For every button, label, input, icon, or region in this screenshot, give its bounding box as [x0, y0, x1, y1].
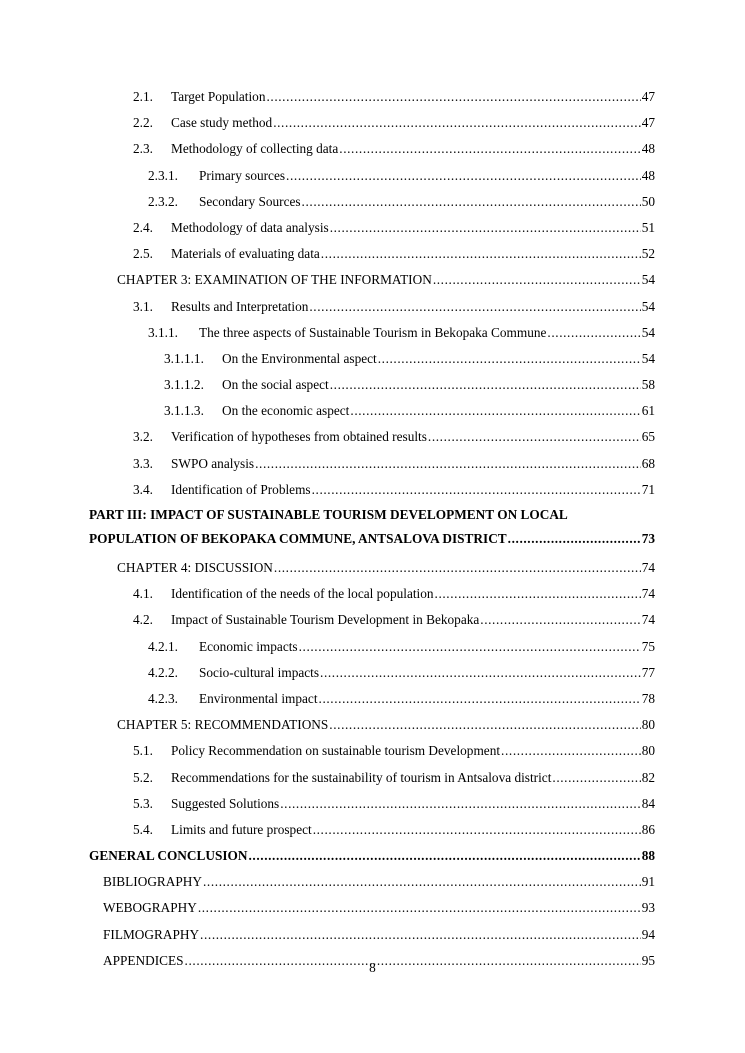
toc-entry-number: 4.2. [133, 612, 153, 628]
toc-entry-title: Target Population [171, 89, 266, 104]
toc-dot-leader [309, 294, 640, 320]
toc-entry-page: 73 [641, 531, 655, 546]
toc-entry-number: 3.1.1. [148, 324, 178, 340]
toc-dot-leader [198, 895, 641, 921]
toc-entry-number: 5.2. [133, 769, 153, 785]
toc-entry-title: CHAPTER 4: DISCUSSION [117, 560, 273, 575]
toc-entry-title: FILMOGRAPHY [103, 926, 200, 942]
toc-entry-page: 48 [641, 167, 655, 183]
toc-entry-number: 2.3.2. [148, 193, 178, 209]
toc-entry-number: 2.2. [133, 115, 153, 131]
toc-entry-title: On the Environmental aspect [222, 350, 377, 366]
toc-entry-page: 86 [641, 821, 655, 837]
toc-entry[interactable] [0, 791, 745, 817]
toc-entry-title: Methodology of collecting data [171, 141, 339, 157]
toc-entry-title: Impact of Sustainable Tourism Development in Bekopaka [171, 612, 480, 628]
toc-entry-title: CHAPTER 3: EXAMINATION OF THE INFORMATION [117, 272, 432, 288]
toc-dot-leader [255, 451, 641, 477]
toc-entry[interactable] [0, 843, 745, 869]
toc-entry[interactable] [0, 346, 745, 372]
toc-entry-page: 58 [641, 377, 655, 393]
toc-dot-leader [313, 817, 641, 843]
toc-entry-page: 52 [641, 246, 655, 262]
toc-entry-title: Recommendations for the sustainability of tourism in Antsalova district [171, 769, 552, 785]
toc-entry-number: 4.2.2. [148, 664, 178, 680]
toc-entry[interactable] [0, 372, 745, 398]
toc-dot-leader [312, 477, 641, 503]
toc-entry-number: 4.2.3. [148, 690, 178, 706]
toc-entry-number: 3.1.1.3. [164, 403, 204, 419]
toc-entry-page: 94 [641, 926, 655, 942]
toc-entry-number: 3.1.1.2. [164, 377, 204, 393]
toc-entry-title: Secondary Sources [199, 193, 301, 209]
toc-dot-leader [378, 346, 641, 372]
toc-dot-leader [273, 110, 641, 136]
toc-entry[interactable] [0, 765, 745, 791]
toc-entry-number: 3.1.1.1. [164, 350, 204, 366]
toc-entry[interactable] [0, 84, 745, 110]
toc-dot-leader [203, 869, 641, 895]
toc-entry-number: 2.1. [133, 89, 153, 104]
toc-entry[interactable] [0, 424, 745, 450]
toc-entry-page: 77 [641, 664, 655, 680]
toc-entry-page: 74 [641, 586, 655, 602]
toc-dot-leader [435, 581, 641, 607]
toc-entry[interactable] [0, 241, 745, 267]
toc-entry-number: 2.3. [133, 141, 153, 157]
toc-entry[interactable] [0, 607, 745, 633]
toc-entry-number: 3.3. [133, 455, 153, 471]
toc-entry[interactable] [0, 712, 745, 738]
toc-entry-title: GENERAL CONCLUSION [89, 848, 248, 864]
toc-entry[interactable] [0, 163, 745, 189]
toc-entry[interactable] [0, 189, 745, 215]
toc-entry-page: 82 [641, 769, 655, 785]
toc-entry-title: Suggested Solutions [171, 795, 280, 811]
toc-entry-number: 4.1. [133, 586, 153, 602]
toc-dot-leader [274, 555, 641, 581]
toc-entry-number: 2.3.1. [148, 167, 178, 183]
page-number: 8 [369, 960, 376, 975]
toc-entry-title: POPULATION OF BEKOPAKA COMMUNE, ANTSALOVA DISTRICT [89, 531, 507, 546]
toc-dot-leader [280, 791, 640, 817]
toc-entry[interactable] [0, 477, 745, 503]
toc-entry-number: 2.4. [133, 219, 153, 235]
toc-entry-title: On the economic aspect [222, 403, 350, 419]
toc-entry[interactable] [0, 634, 745, 660]
toc-entry-title: Methodology of data analysis [171, 219, 329, 235]
toc-entry-number: 3.1. [133, 298, 153, 314]
toc-dot-leader [200, 922, 641, 948]
toc-dot-leader [320, 660, 641, 686]
toc-dot-leader [508, 527, 641, 551]
toc-dot-leader [302, 189, 641, 215]
toc-entry-page: 88 [641, 848, 655, 864]
toc-entry-title: The three aspects of Sustainable Tourism in Bekopaka Commune [199, 324, 547, 340]
toc-dot-leader [329, 712, 640, 738]
toc-dot-leader [339, 136, 640, 162]
toc-entry[interactable] [0, 817, 745, 843]
toc-entry-title: SWPO analysis [171, 455, 255, 471]
toc-entry-title: Results and Interpretation [171, 298, 309, 314]
toc-entry[interactable] [0, 136, 745, 162]
toc-dot-leader [501, 738, 641, 764]
toc-entry[interactable] [0, 398, 745, 424]
toc-entry[interactable] [0, 267, 745, 293]
toc-entry-page: 78 [641, 690, 655, 706]
toc-entry-title: Environmental impact [199, 690, 318, 706]
toc-entry-title: WEBOGRAPHY [103, 900, 197, 916]
toc-entry-page: 68 [641, 455, 655, 471]
toc-entry-page: 75 [641, 638, 655, 654]
toc-entry-page: 51 [641, 219, 655, 235]
toc-dot-leader [319, 686, 641, 712]
toc-entry-title: Primary sources [199, 167, 286, 183]
toc-entry-title: Identification of Problems [171, 481, 311, 497]
toc-entry-number: 5.4. [133, 821, 153, 837]
toc-entry-page: 84 [641, 795, 655, 811]
toc-entry-title: Socio-cultural impacts [199, 664, 320, 680]
toc-dot-leader [433, 267, 641, 293]
toc-entry-page: 61 [641, 403, 655, 419]
toc-entry[interactable] [0, 660, 745, 686]
toc-entry-title: Policy Recommendation on sustainable tourism Development [171, 743, 501, 759]
toc-dot-leader [330, 215, 641, 241]
toc-entry-page: 74 [641, 612, 655, 628]
toc-entry[interactable] [0, 555, 745, 581]
toc-dot-leader [428, 424, 641, 450]
toc-entry-title: CHAPTER 5: RECOMMENDATIONS [117, 717, 329, 733]
toc-entry-page: 93 [641, 900, 655, 916]
toc-entry[interactable] [0, 869, 745, 895]
toc-entry-page: 80 [641, 743, 655, 759]
toc-entry-title: BIBLIOGRAPHY [103, 874, 202, 890]
toc-entry[interactable] [0, 738, 745, 764]
toc-entry-page: 91 [641, 874, 655, 890]
toc-entry-number: 4.2.1. [148, 638, 178, 654]
toc-entry-page: 50 [641, 193, 655, 209]
toc-entry-title: On the social aspect [222, 377, 329, 393]
toc-dot-leader [266, 84, 640, 110]
toc-entry[interactable] [0, 686, 745, 712]
toc-entry-page: 54 [641, 298, 655, 314]
toc-entry-title: Economic impacts [199, 638, 298, 654]
toc-entry-number: 5.3. [133, 795, 153, 811]
toc-entry-title: Identification of the needs of the local population [171, 586, 434, 602]
toc-dot-leader [480, 607, 640, 633]
toc-dot-leader [552, 765, 640, 791]
toc-entry-title: Verification of hypotheses from obtained results [171, 429, 427, 445]
toc-entry[interactable] [0, 320, 745, 346]
toc-entry[interactable] [0, 922, 745, 948]
toc-entry-page: 71 [641, 481, 655, 497]
toc-dot-leader [321, 241, 641, 267]
toc-entry-page: 74 [641, 560, 655, 575]
toc-dot-leader [286, 163, 641, 189]
toc-dot-leader [330, 372, 641, 398]
toc-dot-leader [299, 634, 641, 660]
toc-entry-title: APPENDICES [103, 952, 184, 968]
toc-dot-leader [249, 843, 641, 869]
toc-dot-leader [350, 398, 640, 424]
toc-entry-page: 54 [641, 272, 655, 288]
toc-entry-page: 65 [641, 429, 655, 445]
toc-entry[interactable] [0, 110, 745, 136]
toc-entry-page: 47 [641, 89, 655, 104]
toc-entry-title-line1: PART III: IMPACT OF SUSTAINABLE TOURISM DEVELOPMENT ON LOCAL [89, 507, 568, 522]
toc-entry[interactable] [0, 451, 745, 477]
toc-entry-number: 3.2. [133, 429, 153, 445]
toc-entry-number: 5.1. [133, 743, 153, 759]
toc-entry-page: 54 [641, 350, 655, 366]
table-of-contents [0, 84, 745, 974]
toc-entry[interactable] [0, 503, 745, 555]
toc-entry-page: 48 [641, 141, 655, 157]
toc-entry-title: Case study method [171, 115, 273, 131]
toc-entry-page: 95 [641, 952, 655, 968]
toc-entry-page: 54 [641, 324, 655, 340]
toc-entry[interactable] [0, 294, 745, 320]
toc-entry-page: 80 [641, 717, 655, 733]
toc-entry-number: 3.4. [133, 481, 153, 497]
toc-entry-title: Limits and future prospect [171, 821, 312, 837]
toc-entry[interactable] [0, 895, 745, 921]
toc-entry[interactable] [0, 581, 745, 607]
toc-entry-title: Materials of evaluating data [171, 246, 320, 262]
toc-entry[interactable] [0, 215, 745, 241]
toc-dot-leader [547, 320, 640, 346]
toc-entry-number: 2.5. [133, 246, 153, 262]
toc-entry-page: 47 [641, 115, 655, 131]
